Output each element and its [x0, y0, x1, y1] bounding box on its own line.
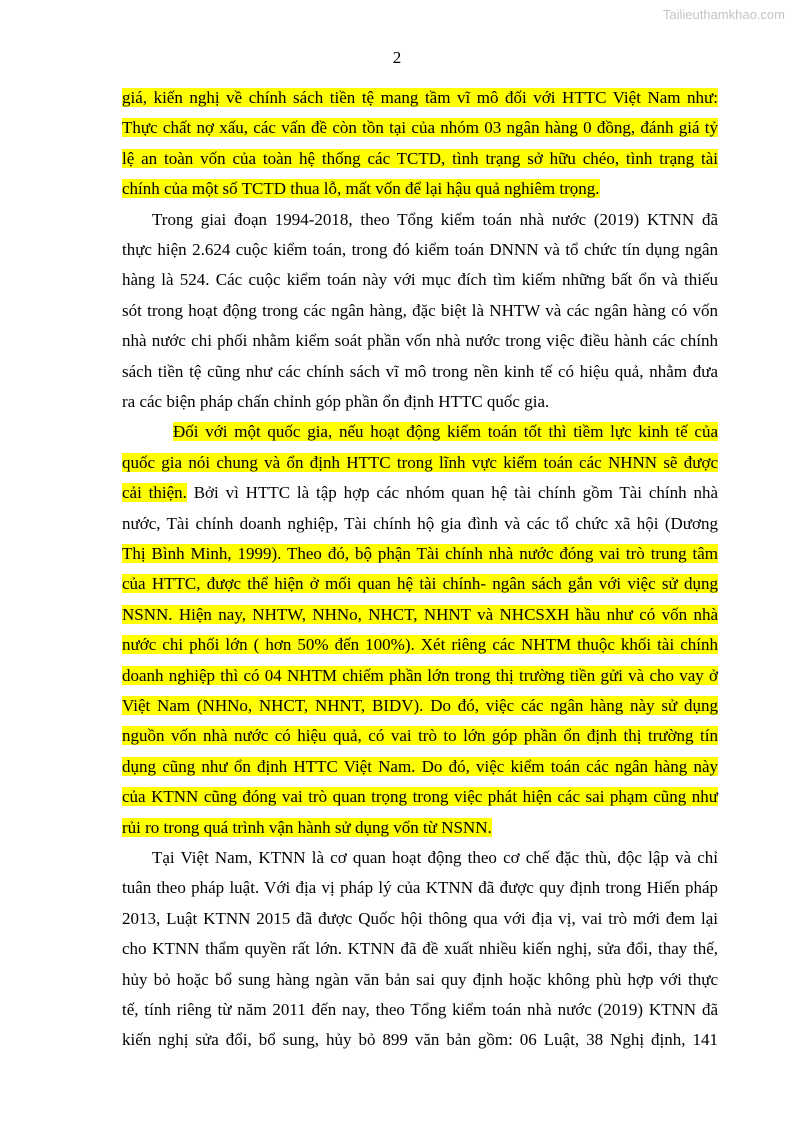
- plain-text: thực hiện 2.624 cuộc kiểm toán, trong đó kiểm toán DNNN và tổ chức tín dụng ngân: [122, 240, 718, 259]
- highlighted-text: của KTNN cũng đóng vai trò quan trọng trong việc phát hiện các sai phạm cũng như: [122, 787, 718, 807]
- text-line: [122, 904, 718, 934]
- watermark-text: Tailieuthamkhao.com: [662, 7, 785, 22]
- text-line: [122, 113, 718, 143]
- text-line: [122, 417, 718, 447]
- highlighted-text: Việt Nam (NHNo, NHCT, NHNT, BIDV). Do đó, việc các ngân hàng này sử dụng: [122, 696, 718, 715]
- text-line: [122, 934, 718, 964]
- plain-text: sách tiền tệ cũng như các chính sách vĩ mô trong nền kinh tế có hiệu quả, nhằm đưa: [122, 361, 718, 381]
- text-line: [122, 691, 718, 721]
- text-line: [122, 813, 718, 843]
- highlighted-text: nước chi phối lớn ( hơn 50% đến 100%). Xét riêng các NHTM thuộc khối tài chính: [122, 635, 718, 655]
- plain-text: sót trong hoạt động trong các ngân hàng, đặc biệt là NHTW và các ngân hàng có vốn: [122, 300, 718, 320]
- text-line: [122, 661, 718, 691]
- highlighted-text: Thực chất nợ xấu, các vấn đề còn tồn tại của nhóm 03 ngân hàng 0 đồng, đánh giá tỷ: [122, 118, 718, 138]
- text-line: [122, 965, 718, 995]
- text-line: [122, 539, 718, 569]
- text-line: [122, 296, 718, 326]
- highlighted-text: chính của một số TCTD thua lỗ, mất vốn để lại hậu quả nghiêm trọng.: [122, 179, 600, 199]
- highlighted-text: dụng cũng như ổn định HTTC Việt Nam. Do đó, việc kiểm toán các ngân hàng này: [122, 756, 718, 776]
- text-line: [122, 873, 718, 903]
- text-line: [122, 1025, 718, 1055]
- text-line: [122, 174, 718, 204]
- highlighted-text: cải thiện.: [122, 483, 187, 503]
- plain-text: kiến nghị sửa đổi, bổ sung, hủy bỏ 899 văn bản gồm: 06 Luật, 38 Nghị định, 141: [122, 1030, 718, 1050]
- plain-text: Tại Việt Nam, KTNN là cơ quan hoạt động theo cơ chế đặc thù, độc lập và chỉ: [152, 848, 718, 867]
- plain-text: Trong giai đoạn 1994-2018, theo Tổng kiểm toán nhà nước (2019) KTNN đã: [152, 209, 718, 229]
- text-line: [122, 235, 718, 265]
- text-line: [122, 83, 718, 113]
- text-line: [122, 265, 718, 295]
- highlighted-text: Thị Bình Minh, 1999). Theo đó, bộ phận Tài chính nhà nước đóng vai trò trung tâm: [122, 544, 718, 563]
- highlighted-text: doanh nghiệp thì có 04 NHTM chiếm phần lớn trong thị trường tiền gửi và cho vay ở: [122, 665, 718, 685]
- text-line: [122, 782, 718, 812]
- text-line: [122, 357, 718, 387]
- text-line: [122, 630, 718, 660]
- plain-text: Bởi vì HTTC là tập hợp các nhóm quan hệ tài chính gồm Tài chính nhà: [186, 483, 718, 503]
- text-line: [122, 569, 718, 599]
- text-line: [122, 448, 718, 478]
- plain-text: hủy bỏ hoặc bổ sung hàng ngàn văn bản sai quy định hoặc không phù hợp với thực: [122, 969, 718, 989]
- highlighted-text: lệ an toàn vốn của toàn hệ thống các TCTD, tình trạng sở hữu chéo, tình trạng tài: [122, 148, 718, 168]
- text-line: [122, 721, 718, 751]
- text-line: [122, 205, 718, 235]
- text-line: [122, 843, 718, 873]
- text-line: [122, 752, 718, 782]
- plain-text: tuân theo pháp luật. Với địa vị pháp lý của KTNN đã được quy định trong Hiến pháp: [122, 878, 718, 898]
- text-line: [122, 326, 718, 356]
- plain-text: tế, tính riêng từ năm 2011 đến nay, theo Tổng kiểm toán nhà nước (2019) KTNN đã: [122, 1000, 718, 1019]
- text-line: [122, 995, 718, 1025]
- plain-text: nhà nước chi phối nhằm kiểm soát phần vốn nhà nước trong việc điều hành các chính: [122, 331, 718, 351]
- highlighted-text: quốc gia nói chung và ổn định HTTC trong lĩnh vực kiểm toán các NHNN sẽ được: [122, 452, 718, 472]
- text-line: [122, 478, 718, 508]
- page-number: 2: [392, 48, 402, 67]
- text-line: [122, 144, 718, 174]
- highlighted-text: NSNN. Hiện nay, NHTW, NHNo, NHCT, NHNT và NHCSXH hầu như có vốn nhà: [122, 604, 718, 624]
- plain-text: 2013, Luật KTNN 2015 đã được Quốc hội thông qua với địa vị, vai trò mới đem lại: [122, 908, 718, 928]
- text-line: [122, 600, 718, 630]
- plain-text: hàng là 524. Các cuộc kiểm toán này với mục đích tìm kiếm những bất ổn và thiếu: [122, 270, 718, 290]
- highlighted-text: của HTTC, được thể hiện ở mối quan hệ tài chính- ngân sách gắn với việc sử dụng: [122, 574, 718, 594]
- text-line: [122, 387, 718, 417]
- plain-text: nước, Tài chính doanh nghiệp, Tài chính hộ gia đình và các tổ chức xã hội (Dương: [122, 513, 718, 533]
- highlighted-text: Đối với một quốc gia, nếu hoạt động kiểm toán tốt thì tiềm lực kinh tế của: [173, 422, 718, 442]
- highlighted-text: giá, kiến nghị về chính sách tiền tệ mang tầm vĩ mô đối với HTTC Việt Nam như:: [122, 88, 718, 107]
- plain-text: cho KTNN thẩm quyền rất lớn. KTNN đã đề xuất nhiều kiến nghị, sửa đổi, thay thế,: [122, 939, 718, 959]
- highlighted-text: nguồn vốn nhà nước có hiệu quả, có vai trò to lớn góp phần ổn định thị trường tín: [122, 726, 718, 746]
- text-line: [122, 509, 718, 539]
- plain-text: ra các biện pháp chấn chỉnh góp phần ổn định HTTC quốc gia.: [122, 392, 550, 411]
- highlighted-text: rủi ro trong quá trình vận hành sử dụng vốn từ NSNN.: [122, 817, 492, 837]
